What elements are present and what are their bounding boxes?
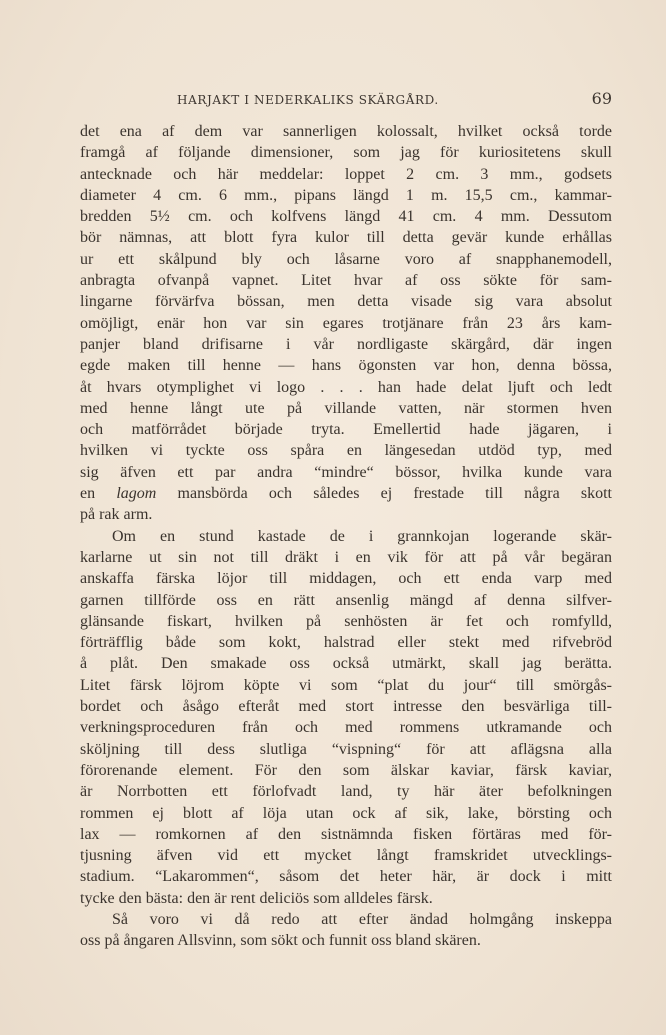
text-line: ur ett skålpund bly och låsarne voro af snapphanemodell, <box>80 250 612 268</box>
text-line: förträfflig både som kokt, halstrad eller stekt med rifvebröd <box>80 634 612 652</box>
text-line: panjer bland drifisarne i vår nordligaste skärgård, där ingen <box>80 335 612 353</box>
text-line: tycke den bästa: den är rent deliciös som alldeles färsk. <box>80 889 433 907</box>
text-line: antecknade och här meddelar: loppet 2 cm. 3 mm., godsets <box>80 165 612 183</box>
text-line-with-italic <box>80 483 612 504</box>
running-head <box>80 91 612 111</box>
text-line: rommen ej blott af löja utan ock af sik, lake, börsting och <box>80 804 612 822</box>
text-line: är Norrbotten ett förlofvadt land, ty här äter befolkningen <box>80 783 612 801</box>
text-line: lax — romkornen af den sistnämnda fisken förtäras med för- <box>80 825 612 843</box>
text-fragment: en <box>80 485 96 503</box>
body-text <box>80 121 612 952</box>
text-line: det ena af dem var sannerligen kolossalt, hvilket också torde <box>80 123 612 140</box>
page-number: 69 <box>591 89 612 108</box>
text-line: sig äfven ett par andra “mindre“ bössor, hvilka kunde vara <box>80 463 612 481</box>
text-line: lingarne förvärfva bössan, men detta visade sig vara absolut <box>80 293 612 311</box>
text-line: verkningsproceduren från och med rommens utkramande och <box>80 719 612 737</box>
paragraph-start-line: Om en stund kastade de i grannkojan logerande skär- <box>112 527 612 545</box>
text-line: sköljning till dess slutliga “vispning“ för att aflägsna alla <box>80 740 612 758</box>
text-line: stadium. “Lakarommen“, såsom det heter här, är dock i mitt <box>80 868 612 886</box>
text-line: glänsande fiskart, hvilken på senhösten är fet och romfylld, <box>80 612 612 630</box>
text-line: bör nämnas, att blott fyra kulor till detta gevär kunde erhållas <box>80 229 612 247</box>
text-line: bredden 5½ cm. och kolfvens längd 41 cm. 4 mm. Dessutom <box>80 208 612 226</box>
text-line: med henne långt ute på villande vatten, när stormen hven <box>80 399 612 417</box>
text-line: och matförrådet började tryta. Emellertid hade jägaren, i <box>80 421 612 439</box>
running-title: HARJAKT I NEDERKALIKS SKÄRGÅRD. <box>177 93 439 107</box>
text-line: diameter 4 cm. 6 mm., pipans längd 1 m. 15,5 cm., kammar- <box>80 186 612 204</box>
text-line: tjusning äfven vid ett mycket långt framskridet utvecklings- <box>80 847 612 865</box>
text-line: på rak arm. <box>80 506 153 524</box>
text-line: garnen tillförde oss en rätt ansenlig mängd af denna silfver- <box>80 591 612 609</box>
text-line: hvilken vi tyckte oss spåra en längesedan utdöd typ, med <box>80 442 612 460</box>
text-fragment: mansbörda och således ej frestade till några skott <box>177 485 613 503</box>
text-line: förorenande element. För den som älskar kaviar, färsk kaviar, <box>80 761 612 779</box>
text-line: karlarne ut sin not till dräkt i en vik för att på vår begäran <box>80 548 612 566</box>
text-line: åt hvars otymplighet vi logo . . . han hade delat ljuft och ledt <box>80 378 612 396</box>
text-line: omöjligt, enär hon var sin egares trotjänare från 23 års kam- <box>80 314 612 332</box>
italic-word: lagom <box>116 485 157 503</box>
text-line: bordet och åsågo efteråt med stort intresse den besvärliga till- <box>80 698 612 716</box>
text-line: å plåt. Den smakade oss också utmärkt, skall jag berätta. <box>80 655 612 673</box>
text-line: oss på ångaren Allsvinn, som sökt och funnit oss bland skären. <box>80 932 481 950</box>
text-line: egde maken till henne — hans ögonsten var hon, denna bössa, <box>80 357 612 375</box>
text-line: framgå af följande dimensioner, som jag för kuriositetens skull <box>80 144 612 162</box>
text-line: anbragta ofvanpå vapnet. Litet hvar af oss sökte för sam- <box>80 272 612 290</box>
paragraph-start-line: Så voro vi då redo att efter ändad holmgång inskeppa <box>112 910 612 928</box>
text-line: anskaffa färska löjor till middagen, och ett enda varp med <box>80 570 612 588</box>
text-line: Litet färsk löjrom köpte vi som “plat du jour“ till smörgås- <box>80 676 612 694</box>
